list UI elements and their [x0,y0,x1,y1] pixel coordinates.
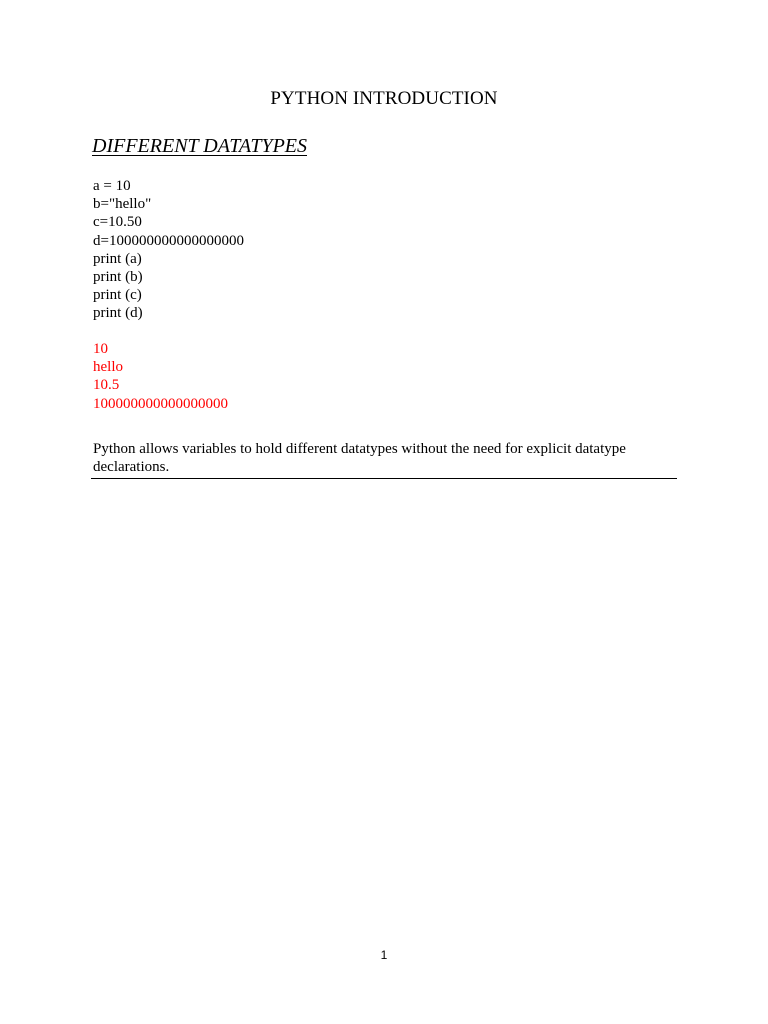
page-title: PYTHON INTRODUCTION [270,88,498,109]
code-block [93,177,244,323]
output-line: hello [93,359,123,376]
code-line: c=10.50 [93,214,142,231]
horizontal-rule [91,478,677,479]
code-line: d=100000000000000000 [93,232,244,249]
section-heading: DIFFERENT DATATYPES [92,135,307,157]
output-block [93,340,228,413]
code-line: print (c) [93,287,142,304]
page-number: 1 [380,948,388,962]
explanation-line: declarations. [93,459,170,476]
code-line: print (d) [93,305,143,322]
output-line: 10 [93,341,108,357]
code-line: print (a) [93,250,142,267]
output-line: 100000000000000000 [93,395,228,412]
explanation-line: Python allows variables to hold different datatypes without the need for explicit datatype [93,441,626,457]
output-line: 10.5 [93,377,120,394]
explanation-paragraph [93,440,673,476]
code-line: print (b) [93,268,143,285]
code-line: b="hello" [93,196,152,213]
code-line: a = 10 [93,178,131,194]
